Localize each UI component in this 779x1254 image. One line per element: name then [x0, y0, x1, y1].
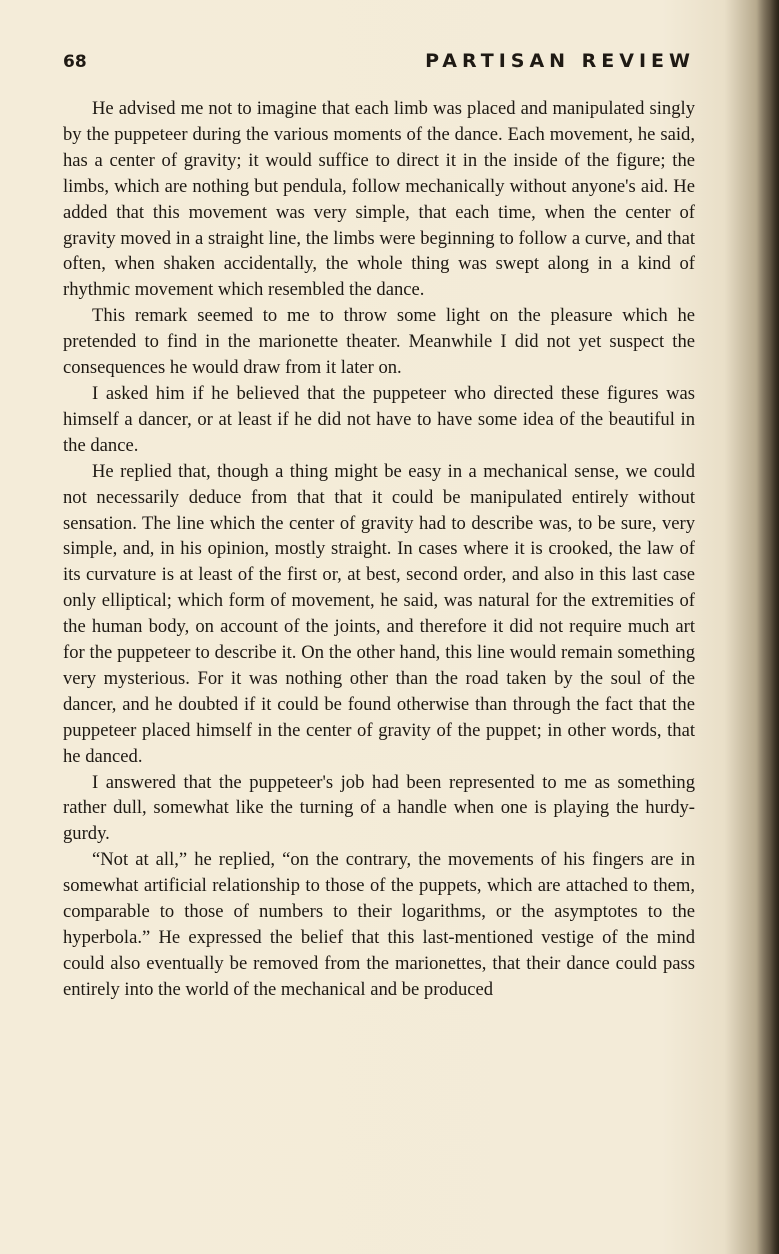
paragraph: “Not at all,” he replied, “on the contrary, the movements of his fingers are in somewhat artificial relationship to those of the puppets, which are attached to them, comparable to those of numbers to their logarithms, or the asymptotes to the hyperbola.” He expressed the belief that this last-mentioned vestige of the mind could also eventually be removed from the marionettes, that their dance could pass entirely into the world of the mechanical and be produced [63, 849, 695, 1000]
page-number: 68 [63, 52, 87, 72]
paragraph: I asked him if he believed that the puppeteer who directed these figures was himself a dancer, or at least if he did not have to have some idea of the beautiful in the dance. [63, 382, 695, 456]
paragraph: He advised me not to imagine that each limb was placed and manipulated singly by the puppeteer during the various moments of the dance. Each movement, he said, has a center of gravity; it would suffice to direct it in the inside of the figure; the limbs, which are nothing but pendula, follow mechanically without anyone's aid. He added that this movement was very simple, that each time, when the center of gravity moved in a straight line, the limbs were beginning to follow a curve, and that often, when shaken accidentally, the whole thing was swept along in a kind of rhythmic movement which resembled the dance. [63, 98, 695, 301]
running-title: PARTISAN REVIEW [425, 50, 695, 72]
page-header [63, 50, 695, 78]
paragraph: I answered that the puppeteer's job had been represented to me as something rather dull, somewhat like the turning of a handle when one is playing the hurdy-gurdy. [63, 771, 695, 845]
paragraph: He replied that, though a thing might be easy in a mechanical sense, we could not necessarily deduce from that that it could be manipulated entirely without sensation. The line which the center of gravity had to describe was, to be sure, very simple, and, in his opinion, mostly straight. In cases where it is crooked, the law of its curvature is at least of the first or, at best, second order, and also in this last case only elliptical; which form of movement, he said, was natural for the extremities of the human body, on account of the joints, and therefore it did not require much art for the puppeteer to describe it. On the other hand, this line would remain something very mysterious. For it was nothing other than the road taken by the soul of the dancer, and he doubted if it could be found otherwise than through the fact that the puppeteer placed himself in the center of gravity of the puppet; in other words, that he danced. [63, 460, 695, 767]
body-text [63, 96, 695, 1003]
page-edge-shadow [757, 0, 779, 1254]
paragraph: This remark seemed to me to throw some light on the pleasure which he pretended to find in the marionette theater. Meanwhile I did not yet suspect the consequences he would draw from it later on. [63, 305, 695, 379]
